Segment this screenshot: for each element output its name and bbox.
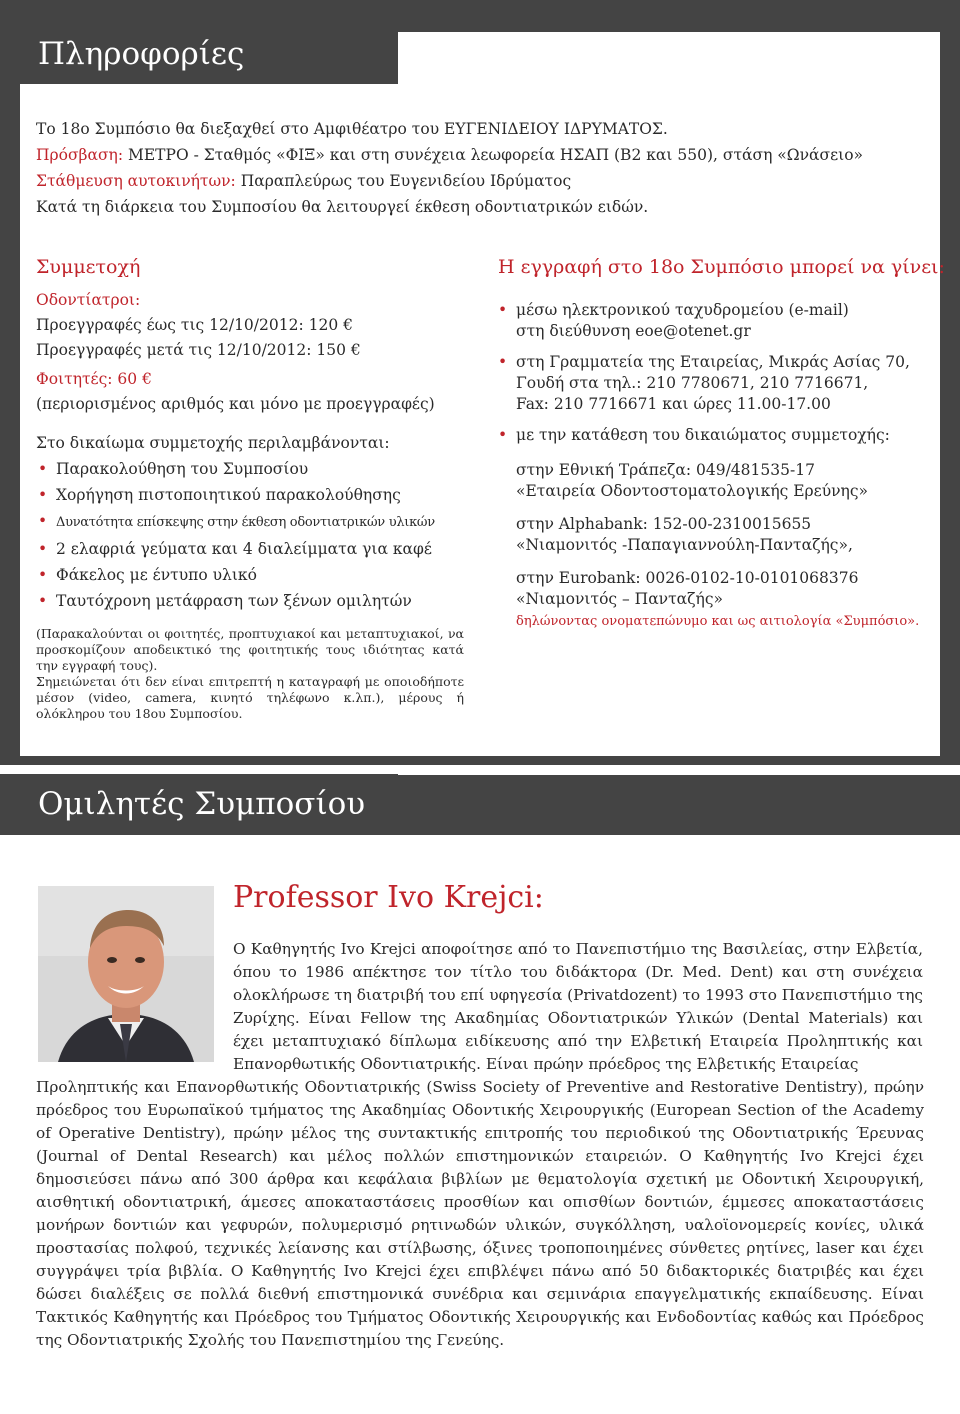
list-item: • Ταυτόχρονη μετάφραση των ξένων ομιλητών xyxy=(36,588,464,614)
late-fee: Προεγγραφές μετά τις 12/10/2012: 150 € xyxy=(36,341,361,359)
bullet-icon: • xyxy=(498,353,508,371)
exhibition-text: Κατά τη διάρκεια του Συμποσίου θα λειτουργεί έκθεση οδοντιατρικών ειδών. xyxy=(36,198,649,216)
bank-account-2: στην Alphabank: 152-00-2310015655 «Νιαμονιτός -Παπαγιαννούλη-Πανταζής», xyxy=(516,515,853,554)
list-item: • Παρακολούθηση του Συμποσίου xyxy=(36,456,464,482)
bullet-icon: • xyxy=(38,566,48,584)
access-text: ΜΕΤΡΟ - Σταθμός «ΦΙΞ» και στη συνέχεια λεωφορεία ΗΣΑΠ (Β2 και 550), στάση «Ωνάσειο» xyxy=(128,146,864,164)
bullet-icon: • xyxy=(38,460,48,478)
portrait-image xyxy=(38,886,214,1062)
bullet-icon: • xyxy=(38,486,48,504)
bullet-icon: • xyxy=(38,592,48,610)
venue-text: Το 18ο Συμπόσιο θα διεξαχθεί στο Αμφιθέατρο του ΕΥΓΕΝΙΔΕΙΟΥ ΙΔΡΥΜΑΤΟΣ. xyxy=(36,120,668,138)
bank-account-1: στην Εθνική Τράπεζα: 049/481535-17 «Εταιρεία Οδοντοστοματολογικής Ερεύνης» xyxy=(516,461,868,500)
list-item: • 2 ελαφριά γεύματα και 4 διαλείμματα για καφέ xyxy=(36,536,464,562)
student-note: (Παρακαλούνται οι φοιτητές, προπτυχιακοί και μεταπτυχιακοί, να προσκομίζουν αποδεικτικό της φοιτητικής τους ιδιότητας κατά την εγγραφή τους). xyxy=(36,626,464,673)
list-item: • Φάκελος με έντυπο υλικό xyxy=(36,562,464,588)
registration-office: • στη Γραμματεία της Εταιρείας, Μικράς Ασίας 70, Γουδή στα τηλ.: 210 7780671, 210 7716671, Fax: 210 7716671 και ώρες 11.00-17.00 xyxy=(498,353,910,413)
bank-account-3: στην Eurobank: 0026-0102-10-0101068376 «Νιαμονιτός – Πανταζής» xyxy=(516,569,859,608)
intro-block xyxy=(36,118,863,222)
speaker-photo xyxy=(38,886,214,1062)
access-label: Πρόσβαση: xyxy=(36,146,124,164)
bullet-icon: • xyxy=(38,512,48,530)
includes-label: Στο δικαίωμα συμμετοχής περιλαμβάνονται: xyxy=(36,434,390,452)
registration-deposit: • με την κατάθεση του δικαιώματος συμμετοχής: xyxy=(498,426,890,444)
section-title-info: Πληροφορίες xyxy=(0,24,398,84)
registration-email: • μέσω ηλεκτρονικού ταχυδρομείου (e-mail) στη διεύθυνση eoe@otenet.gr xyxy=(498,300,928,342)
registration-column xyxy=(498,256,945,629)
registration-heading: Η εγγραφή στο 18ο Συμπόσιο μπορεί να γίνει: xyxy=(498,256,945,278)
list-item: • Δυνατότητα επίσκεψης στην έκθεση οδοντιατρικών υλικών xyxy=(36,508,464,536)
bullet-icon: • xyxy=(38,540,48,558)
bullet-icon: • xyxy=(498,426,508,444)
bank-note: δηλώνοντας ονοματεπώνυμο και ως αιτιολογία «Συμπόσιο». xyxy=(516,614,920,629)
parking-line xyxy=(36,170,863,196)
section-title-speakers: Ομιλητές Συμποσίου xyxy=(0,774,398,834)
speaker-bio-part2: Προληπτικής και Επανορθωτικής Οδοντιατρικής (Swiss Society of Preventive and Restorative Dentistry), πρώην πρόεδρος του Ευρωπαϊκού τμήματος της Ακαδημίας Οδοντικής Χειρουργικής (European Section of the Academy of Operative Dentistry), πρώην μέλος της συντακτικής επιτροπής του περιοδικού της Οδοντιατρικής Έρευνας (Journal of Dental Research) και μέλος πολλών επιστημονικών εταιρειών. Ο Καθηγητής Ivo Krejci έχει δημοσιεύσει πάνω από 300 άρθρα και κεφάλαια βιβλίων με θεματολογία σχετική με Οδοντική Χειρουργική, αισθητική οδοντιατρική, άμεσες αποκαταστάσεις προσθίων και οπισθίων δοντιών, έμμεσες αποκαταστάσεις μονήρων δοντιών και γεφυρών, πολυμερισμό ρητινωδών υλικών, συγκόλληση, υαλοϊονομερείς κονίες, υλικά προστασίας πολφού, τεχνικές λείανσης και στίλβωσης, όξινες τροποποιημένες σύνθετες ρητίνες, laser και έχει συγγράψει τρία βιβλία. Ο Καθηγητής Ivo Krejci έχει επιβλέψει πάνω από 50 διδακτορικές διατριβές και έχει δώσει διαλέξεις σε πολλά διεθνή επιστημονικά συνέδρια και σεμινάρια επαγγελματικής εκπαίδευσης. Είναι Τακτικός Καθηγητής και Πρόεδρος του Τμήματος Οδοντικής Χειρουργικής και Ενδοδοντίας καθώς και Πρόεδρος της Οδοντιατρικής Σχολής του Πανεπιστημίου της Γενεύης. xyxy=(36,1078,924,1349)
email-address: στη διεύθυνση eoe@otenet.gr xyxy=(516,322,751,340)
list-item: • Χορήγηση πιστοποιητικού παρακολούθησης xyxy=(36,482,464,508)
parking-label: Στάθμευση αυτοκινήτων: xyxy=(36,172,236,190)
student-fee-note: (περιορισμένος αριθμός και μόνο με προεγγραφές) xyxy=(36,395,435,413)
participation-column xyxy=(36,256,464,722)
speaker-bio-part1: Ο Καθηγητής Ivo Krejci αποφοίτησε από το Πανεπιστήμιο της Βασιλείας, στην Ελβετία, όπου το 1986 απέκτησε τον τίτλο του διδάκτορα (Dr. Med. Dent) και στη συνέχεια ολοκλήρωσε τη διατριβή του επί υφηγεσία (Privatdozent) το 1993 στο Πανεπιστήμιο της Ζυρίχης. Είναι Fellow της Ακαδημίας Οδοντιατρικών Υλικών (Dental Materials) και έχει μεταπτυχιακό δίπλωμα ειδίκευσης από την Ελβετική Εταιρεία Προληπτικής και Επανορθωτικής Οδοντιατρικής. Είναι πρώην πρόεδρος της Ελβετικής Εταιρείας xyxy=(233,940,923,1073)
access-line xyxy=(36,144,863,170)
speaker-name: Professor Ivo Krejci: xyxy=(233,880,544,915)
parking-text: Παραπλεύρως του Ευγενιδείου Ιδρύματος xyxy=(240,172,572,190)
recording-note: Σημειώνεται ότι δεν είναι επιτρεπτή η καταγραφή με οποιοδήποτε μέσον (video, camera, κινητό τηλέφωνο κ.λπ.), μέρους ή ολόκληρου του 18ου Συμποσίου. xyxy=(36,674,464,721)
student-fee: Φοιτητές: 60 € xyxy=(36,370,152,388)
participation-heading: Συμμετοχή xyxy=(36,256,141,278)
bullet-icon: • xyxy=(498,301,508,319)
dentists-label: Οδοντίατροι: xyxy=(36,291,141,309)
includes-list xyxy=(36,456,464,614)
early-fee: Προεγγραφές έως τις 12/10/2012: 120 € xyxy=(36,316,353,334)
